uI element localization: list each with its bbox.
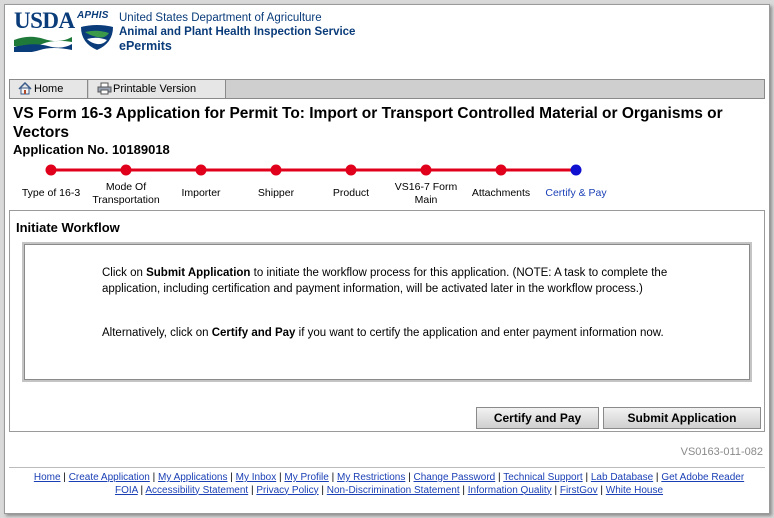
step-marker-8: [571, 165, 582, 176]
footer-link-my-inbox[interactable]: My Inbox: [235, 472, 277, 483]
step-marker-3: [196, 165, 207, 176]
aphis-emblem-icon: [79, 23, 115, 51]
footer-link-get-adobe-reader[interactable]: Get Adobe Reader: [661, 472, 745, 483]
home-icon: [18, 82, 32, 95]
footer-link-accessibility-statement[interactable]: Accessibility Statement: [145, 484, 249, 496]
page-code: VS0163-011-082: [680, 446, 763, 458]
panel-title: Initiate Workflow: [16, 220, 120, 235]
msg1-bold: Submit Application: [146, 267, 251, 279]
printable-version-button[interactable]: [89, 80, 226, 98]
step-marker-5: [346, 165, 357, 176]
aphis-logo: [77, 9, 117, 53]
home-button[interactable]: [10, 80, 88, 98]
certify-and-pay-button[interactable]: Certify and Pay: [476, 407, 599, 429]
footer-link-non-discrimination-statement[interactable]: Non-Discrimination Statement: [326, 484, 460, 496]
footer-link-home[interactable]: Home: [33, 472, 61, 483]
footer-link-information-quality[interactable]: Information Quality: [467, 484, 552, 496]
step-marker-4: [271, 165, 282, 176]
message-box: [22, 242, 752, 382]
home-label: Home: [34, 83, 64, 95]
department-name: United States Department of Agriculture: [119, 12, 322, 24]
msg2-text-tail: if you want to certify the application and enter payment information now.: [295, 327, 664, 339]
step-marker-2: [121, 165, 132, 176]
usda-logo-text: USDA: [14, 8, 75, 33]
footer-link-lab-database[interactable]: Lab Database: [590, 472, 654, 483]
step-label-4: Shipper: [257, 187, 295, 199]
app-name: ePermits: [119, 39, 172, 53]
step-label-1: Type of 16-3: [21, 187, 81, 199]
step-marker-1: [46, 165, 57, 176]
progress-track: [5, 162, 770, 182]
app-window: [4, 4, 770, 514]
certify-instructions: [102, 326, 672, 342]
step-label-5: Product: [332, 187, 370, 199]
printer-icon: [97, 82, 112, 95]
footer-row-primary: Home | Create Application | My Applications | My Inbox | My Profile | My Restrictions | Change Password | Technical Support | Lab Database | Get Adobe Reader: [33, 472, 745, 483]
submit-instructions: [102, 266, 672, 297]
step-marker-6: [421, 165, 432, 176]
footer-link-white-house[interactable]: White House: [605, 484, 664, 496]
footer-link-privacy-policy[interactable]: Privacy Policy: [256, 484, 319, 496]
toolbar: [9, 79, 765, 99]
step-label-2: Mode Of Transportation: [92, 181, 160, 206]
progress-steps: [5, 162, 770, 210]
usda-waves-icon: [14, 34, 72, 52]
application-number: Application No. 10189018: [13, 142, 170, 157]
step-label-6: VS16-7 Form Main: [394, 181, 458, 206]
footer-link-create-application[interactable]: Create Application: [68, 472, 150, 483]
step-marker-7: [496, 165, 507, 176]
submit-application-button[interactable]: Submit Application: [603, 407, 761, 429]
agency-names: [119, 11, 355, 53]
msg2-text: Alternatively, click on: [102, 327, 212, 339]
footer-row-secondary: FOIA | Accessibility Statement | Privacy Policy | Non-Discrimination Statement | Information Quality | FirstGov | White House: [114, 484, 664, 496]
footer-link-my-restrictions[interactable]: My Restrictions: [337, 472, 406, 483]
initiate-workflow-panel: [9, 210, 765, 432]
footer-links: [25, 472, 753, 497]
step-label-3: Importer: [181, 187, 221, 199]
service-name: Animal and Plant Health Inspection Service: [119, 26, 356, 38]
page-title: VS Form 16-3 Application for Permit To: Import or Transport Controlled Material or Organisms or Vectors: [13, 105, 723, 141]
footer-link-technical-support[interactable]: Technical Support: [503, 472, 583, 483]
msg2-bold: Certify and Pay: [211, 327, 296, 339]
footer-link-my-profile[interactable]: My Profile: [284, 472, 329, 483]
aphis-logo-text: APHIS: [77, 10, 109, 21]
usda-logo: [14, 8, 75, 53]
site-header: [5, 5, 770, 57]
footer-link-firstgov[interactable]: FirstGov: [559, 484, 598, 496]
footer-link-foia[interactable]: FOIA: [114, 484, 138, 496]
footer-link-change-password[interactable]: Change Password: [413, 472, 496, 483]
footer-link-my-applications[interactable]: My Applications: [158, 472, 228, 483]
msg1-text: Click on: [102, 267, 147, 279]
step-label-8: Certify & Pay: [545, 187, 607, 199]
print-label: Printable Version: [113, 83, 197, 95]
footer-divider: [9, 467, 765, 468]
step-label-7: Attachments: [471, 187, 531, 199]
msg1-text-tail: to initiate the workflow process for this application. (NOTE: A task to complete the application, including certification and payment information, will be activated later in the workflow process.): [102, 267, 668, 295]
